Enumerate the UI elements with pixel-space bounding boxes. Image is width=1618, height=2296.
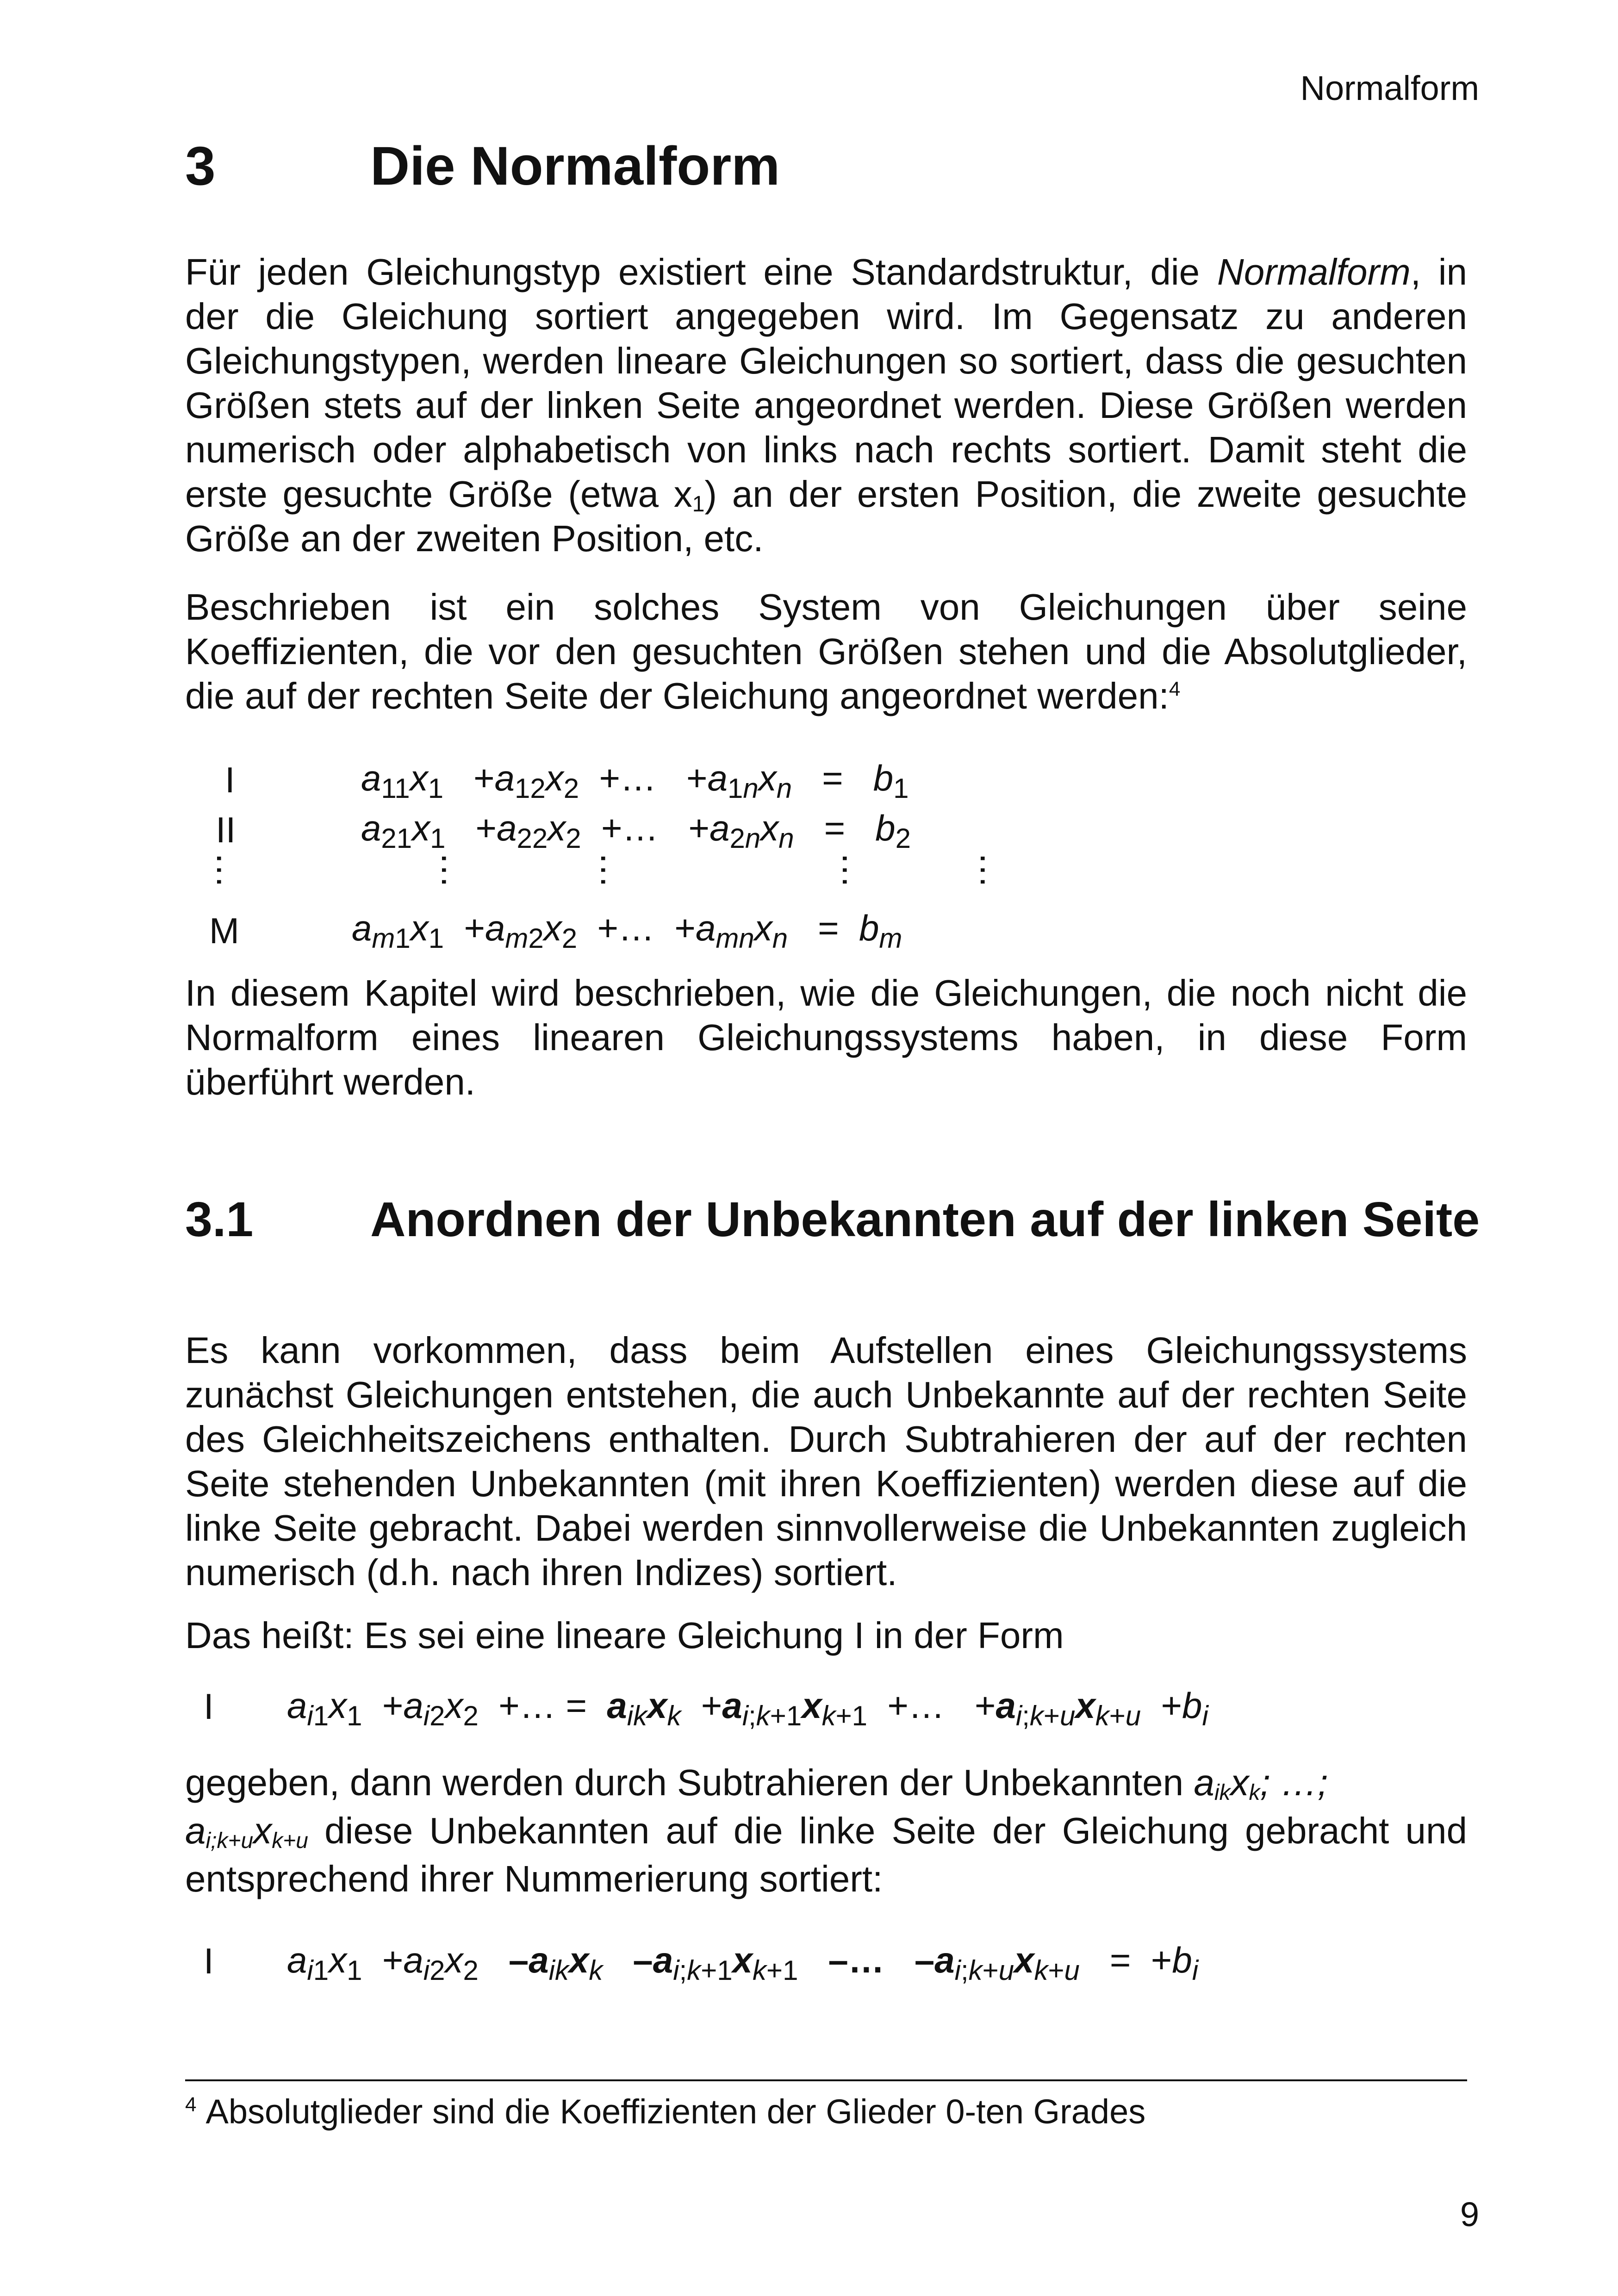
paragraph-section-intro: Es kann vorkommen, dass beim Aufstellen eines Gleichungssystems zunächst Gleichungen entstehen, die auch Unbekannte auf der rechten Seite des Gleichheitszeichens enthalten. Durch Subtrahieren der auf der rechten Seite stehenden Unbekannten (mit ihren Koeffizienten) werden diese auf die linke Seite gebracht. Dabei werden sinnvollerweise die Unbekannten zugleich numerisch (d.h. nach ihren Indizes) sortiert.	[185, 1330, 1467, 1593]
equation-row-2: $a_{21}x_1 +a_{22}x_2$ +… $+a_{2n}x_n = b_2$	[361, 808, 911, 854]
page-number: 9	[1460, 2195, 1479, 2234]
paragraph-description: Beschrieben ist ein solches System von Gleichungen über seine Koeffizienten, die vor den gesuchten Größen stehen und die Absolutglieder, die auf der rechten Seite der Gleichung angeordnet werden:$^4$	[185, 586, 1467, 716]
vdots-col-n: …	[835, 852, 876, 886]
equation-row-1: $a_{11}x_1 +a_{12}x_2$ +… $+a_{1n}x_n = b_1$	[361, 758, 909, 804]
row-label-1: I	[225, 759, 235, 800]
paragraph-intro: Für jeden Gleichungstyp existiert eine Standardstruktur, die Normalform, in der die Gleichung sortiert angegeben wird. Im Gegensatz zu anderen Gleichungstypen, werden lineare Gleichungen so sortiert, dass die gesuchten Größen stets auf der linken Seite angeordnet werden. Diese Größen werden numerisch oder alphabetisch von links nach rechts sortiert. Damit steht die erste gesuchte Größe (etwa $x_1$) an der ersten Position, die zweite gesuchte Größe an der zweiten Position, etc.	[185, 251, 1468, 559]
equation-sorted-form: $a_{i1}x_1 +a_{i2}x_2$ $-a_{ik}x_k$ $-a_{i;k+1}x_{k+1}$ –… $-a_{i;k+u}x_{k+u} = +b_i$	[287, 1940, 1199, 1986]
row-label-m: M	[209, 910, 239, 951]
vdots-rhs: …	[973, 852, 1014, 886]
row-label-2: II	[216, 809, 236, 850]
vdots-label: …	[209, 852, 250, 886]
footnote-number: 4	[185, 2093, 197, 2116]
vdots-col-1: …	[434, 852, 475, 886]
footnote	[185, 2092, 1145, 2131]
chapter-number: 3	[185, 136, 216, 197]
equation-1-label: I	[204, 1686, 214, 1727]
inline-math-1: $a_{ik}x_k$; …; $a_{i;k+u}x_{k+u}$	[185, 1762, 1328, 1853]
running-header: Normalform	[1300, 69, 1479, 107]
chapter-title: Die Normalform	[370, 136, 780, 197]
section-number: 3.1	[185, 1192, 254, 1247]
paragraph-chapter-scope: In diesem Kapitel wird beschrieben, wie die Gleichungen, die noch nicht die Normalform eines linearen Gleichungssystems haben, in diese Form überführt werden.	[185, 972, 1467, 1102]
section-title: Anordnen der Unbekannten auf der linken Seite	[370, 1192, 1480, 1247]
paragraph-procedure: gegeben, dann werden durch Subtrahieren der Unbekannten $a_{ik}x_k$; …; $a_{i;k+u}x_{k+u}$ diese Unbekannten auf die linke Seite der Gleichung gebracht und entsprechend ihrer Nummerierung sortiert:	[185, 1762, 1467, 1899]
footnote-text: Absolutglieder sind die Koeffizienten der Glieder 0-ten Grades	[205, 2092, 1146, 2131]
vdots-col-2: …	[593, 852, 635, 886]
footnote-ref: 4	[1169, 678, 1181, 701]
paragraph-definition: Das heißt: Es sei eine lineare Gleichung I in der Form	[185, 1615, 1064, 1656]
footnote-separator	[185, 2079, 1467, 2081]
equation-row-m: $a_{m1}x_1 +a_{m2}x_2$ +… $+a_{mn}x_n = b_m$	[352, 908, 902, 954]
term-normalform: Normalform	[1217, 251, 1411, 292]
equation-2-label: I	[204, 1941, 214, 1981]
equation-general-form: $a_{i1}x_1 +a_{i2}x_2$ +… = $a_{ik}x_k +a_{i;k+1}x_{k+1}$ +… $+a_{i;k+u}x_{k+u} +b_i$	[287, 1685, 1208, 1731]
